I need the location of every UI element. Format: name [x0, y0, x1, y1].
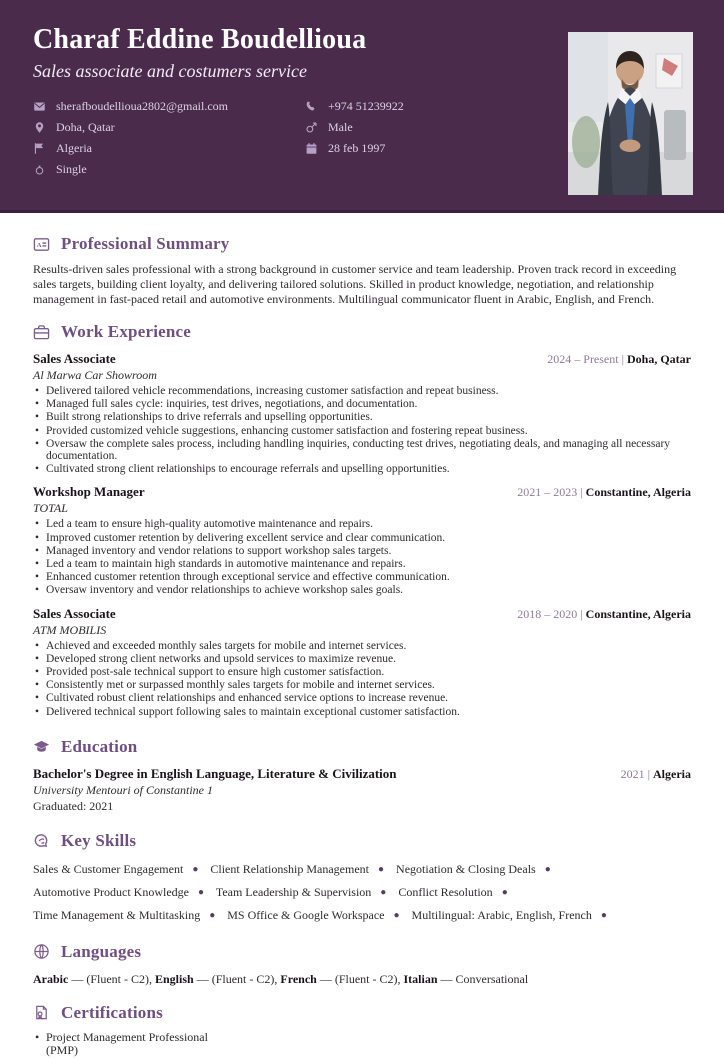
candidate-headline: Sales associate and costumers service: [33, 61, 307, 81]
skill-item: [227, 908, 408, 922]
job-head: [33, 606, 691, 622]
job-dates: 2024 – Present: [547, 352, 619, 366]
graduation-year: Graduated: 2021: [33, 798, 114, 813]
gender-icon: [305, 121, 318, 134]
profile-photo: [568, 32, 693, 195]
contact-column-right: [305, 96, 545, 180]
contact-phone-text: +974 51239922: [328, 99, 404, 113]
summary-text: Results-driven sales professional with a strong background in customer service and team leadership. Proven track record in exceeding sales targets, building client loyalty, and delivering tailored solutions. Skilled in product knowledge, negotiation, and relationship management in fast-paced retail and automotive environments. Multilingual communicator fluent in Arabic, English, and French.: [33, 262, 677, 306]
job-title: Sales Associate: [33, 605, 116, 621]
svg-text:A: A: [36, 241, 42, 249]
certification-list: [33, 1031, 691, 1058]
skill-item: [210, 862, 393, 876]
dash-separator: —: [316, 971, 335, 986]
skill-item: [33, 885, 213, 899]
contact-phone: [305, 96, 545, 117]
section-title-certifications: Certifications: [61, 1002, 163, 1022]
job-entry: [33, 351, 691, 475]
language-level: Conversational: [455, 971, 529, 986]
job-location: Doha, Qatar: [627, 352, 691, 366]
globe-icon: [33, 943, 50, 960]
skills-list: [33, 858, 691, 927]
school-name: University Mentouri of Constantine 1: [33, 782, 213, 797]
graduation-cap-icon: [33, 738, 50, 755]
contact-nationality: [33, 138, 305, 159]
job-bullet: • Developed strong client networks and upsold services to maximize revenue.: [33, 653, 691, 665]
candidate-name: Charaf Eddine Boudellioua: [33, 24, 367, 55]
language-name: Italian: [403, 971, 438, 986]
job-meta: [517, 485, 691, 500]
dot-separator: ●: [600, 909, 607, 921]
job-title: Sales Associate: [33, 351, 116, 366]
section-heading-summary: [33, 234, 691, 254]
job-head: [33, 484, 691, 500]
skill-text: Automotive Product Knowledge: [33, 884, 189, 899]
skill-item: [33, 862, 207, 876]
job-bullet: • Led a team to ensure high-quality automotive maintenance and repairs.: [33, 518, 691, 530]
comma-separator: ,: [149, 971, 155, 986]
contact-location-text: Doha, Qatar: [56, 120, 115, 134]
dot-separator: ●: [192, 863, 199, 875]
job-bullet: • Consistently met or surpassed monthly sales targets for mobile and internet services.: [33, 679, 691, 691]
pipe-separator: |: [647, 766, 650, 781]
contact-email-text: sherafboudellioua2802@gmail.com: [56, 99, 229, 113]
skill-text: Conflict Resolution: [398, 884, 493, 899]
dot-separator: ●: [544, 863, 551, 875]
skill-text: Team Leadership & Supervision: [215, 884, 372, 899]
job-company: ATM MOBILIS: [33, 622, 107, 637]
job-head: [33, 351, 691, 367]
skill-text: Multilingual: Arabic, English, French: [411, 907, 592, 922]
language-item: [33, 972, 155, 986]
job-bullet: • Delivered tailored vehicle recommendations, increasing customer satisfaction and repeat business.: [33, 385, 691, 397]
id-card-icon: [33, 236, 50, 253]
email-icon: [33, 100, 46, 113]
section-title-summary: Professional Summary: [61, 234, 230, 253]
education-meta: [621, 767, 691, 782]
resume-body: [0, 234, 724, 1058]
skill-text: Client Relationship Management: [210, 861, 369, 876]
contact-birthdate: [305, 138, 545, 159]
job-bullet: • Provided customized vehicle suggestions, enhancing customer satisfaction and fostering repeat business.: [33, 425, 691, 437]
degree-title: Bachelor's Degree in English Language, Literature & Civilization: [33, 765, 397, 781]
job-company: Al Marwa Car Showroom: [33, 368, 157, 382]
job-bullet: • Managed full sales cycle: inquiries, test drives, negotiations, and documentation.: [33, 398, 691, 410]
dot-separator: ●: [378, 863, 385, 875]
comma-separator: ,: [274, 971, 281, 986]
job-entry: [33, 606, 691, 718]
section-title-languages: Languages: [61, 941, 142, 961]
job-entry: [33, 484, 691, 596]
language-level: (Fluent - C2): [211, 971, 275, 986]
job-title: Workshop Manager: [33, 484, 145, 500]
skill-text: Sales & Customer Engagement: [33, 861, 184, 876]
job-bullet: • Oversaw inventory and vendor relationships to achieve workshop sales goals.: [33, 584, 691, 596]
section-title-skills: Key Skills: [61, 830, 137, 850]
section-heading-languages: [33, 942, 691, 962]
job-dates: 2018 – 2020: [517, 606, 578, 621]
dot-separator: ●: [393, 909, 400, 921]
dot-separator: ●: [380, 886, 387, 898]
dash-separator: —: [68, 971, 87, 986]
pipe-separator: |: [621, 352, 624, 366]
skill-item: [412, 908, 616, 922]
job-bullet: • Managed inventory and vendor relations to support workshop sales targets.: [33, 545, 691, 557]
flag-icon: [33, 142, 46, 155]
certificate-icon: [33, 1004, 50, 1021]
skill-text: Negotiation & Closing Deals: [396, 861, 536, 876]
dash-separator: —: [437, 971, 456, 986]
job-meta: [547, 352, 691, 367]
job-bullet-list: [33, 518, 691, 596]
contact-nationality-text: Algeria: [56, 141, 92, 155]
pipe-separator: |: [580, 606, 583, 621]
contact-location: [33, 117, 305, 138]
briefcase-icon: [33, 324, 50, 341]
contact-marital-text: Single: [56, 162, 87, 176]
contact-gender-text: Male: [328, 120, 353, 134]
job-bullet: • Provided post-sale technical support to ensure high customer satisfaction.: [33, 666, 691, 678]
skill-item: [398, 885, 516, 899]
education-location: Algeria: [653, 766, 691, 781]
language-name: Arabic: [33, 971, 69, 986]
job-location: Constantine, Algeria: [585, 485, 691, 500]
job-bullet: • Led a team to maintain high standards in automotive maintenance and repairs.: [33, 558, 691, 570]
section-heading-certifications: [33, 1003, 691, 1023]
job-bullet: • Built strong relationships to drive referrals and upselling opportunities.: [33, 411, 691, 423]
section-heading-experience: [33, 322, 691, 342]
skill-text: Time Management & Multitasking: [33, 907, 201, 922]
certification-item: • Project Management Professional (PMP): [33, 1031, 233, 1058]
skill-text: MS Office & Google Workspace: [227, 907, 385, 922]
job-bullet: • Cultivated strong client relationships to encourage referrals and upselling opportunities.: [33, 463, 691, 475]
pipe-separator: |: [580, 485, 583, 500]
skill-item: [396, 862, 560, 876]
dot-separator: ●: [209, 909, 216, 921]
head-gear-icon: [33, 832, 50, 849]
section-heading-skills: [33, 831, 691, 851]
section-title-education: Education: [61, 736, 138, 756]
language-item: [404, 972, 529, 986]
job-bullet: • Oversaw the complete sales process, including handling inquiries, conducting test drives, negotiating deals, and managing all necessary documentation.: [33, 438, 691, 462]
languages-list: [33, 971, 691, 987]
job-bullet-list: [33, 640, 691, 718]
job-location: Constantine, Algeria: [585, 606, 691, 621]
ring-icon: [33, 163, 46, 176]
contact-gender: [305, 117, 545, 138]
dot-separator: ●: [501, 886, 508, 898]
job-meta: [517, 607, 691, 622]
job-company: TOTAL: [33, 501, 68, 516]
skill-item: [33, 908, 224, 922]
language-item: [280, 972, 403, 986]
job-bullet: • Achieved and exceeded monthly sales targets for mobile and internet services.: [33, 640, 691, 652]
phone-icon: [305, 100, 318, 113]
job-bullet: • Delivered technical support following sales to maintain exceptional customer satisfaction.: [33, 706, 691, 718]
language-level: (Fluent - C2): [334, 971, 398, 986]
calendar-icon: [305, 142, 318, 155]
language-level: (Fluent - C2): [86, 971, 149, 986]
job-bullet: • Improved customer retention by delivering excellent service and clear communication.: [33, 532, 691, 544]
education-head: [33, 766, 691, 782]
contact-email: [33, 96, 305, 117]
location-icon: [33, 121, 46, 134]
contact-marital-status: [33, 159, 305, 180]
job-dates: 2021 – 2023: [517, 485, 578, 500]
section-title-experience: Work Experience: [61, 322, 192, 341]
skill-item: [216, 885, 396, 899]
job-bullet-list: [33, 385, 691, 475]
dash-separator: —: [193, 971, 212, 986]
language-name: English: [155, 971, 194, 986]
comma-separator: ,: [397, 971, 404, 986]
language-item: [155, 972, 280, 986]
education-dates: 2021: [620, 766, 645, 781]
education-entry: [33, 766, 691, 814]
dot-separator: ●: [197, 886, 205, 898]
header: [0, 0, 724, 213]
contact-column-left: [33, 96, 305, 180]
section-heading-education: [33, 737, 691, 757]
contact-birthdate-text: 28 feb 1997: [328, 141, 386, 155]
language-name: French: [280, 971, 317, 986]
job-bullet: • Enhanced customer retention through exceptional service and effective communication.: [33, 571, 691, 583]
job-bullet: • Cultivated robust client relationships and enhanced service options to increase revenue.: [33, 692, 691, 704]
